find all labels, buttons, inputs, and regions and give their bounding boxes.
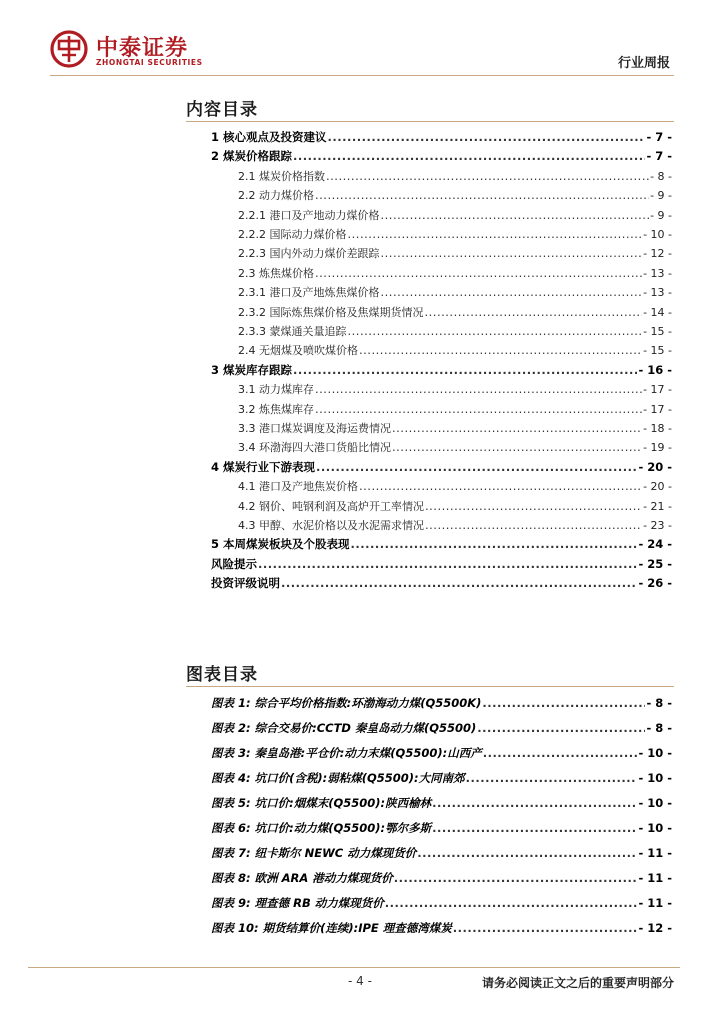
- toc-item-label: 3 煤炭库存跟踪: [211, 362, 293, 377]
- toc-item-label: 4 煤炭行业下游表现: [211, 459, 316, 474]
- toc-item-leader-dots: [316, 460, 637, 474]
- toc-item-page: - 25 -: [638, 556, 672, 571]
- toc-item-label: 5 本周煤炭板块及个股表现: [211, 537, 350, 552]
- toc-item[interactable]: [238, 187, 672, 205]
- toc-item-label: 2.3.1 港口及产地炼焦煤价格: [238, 286, 380, 300]
- figure-item-label: 图表 3: 秦皇岛港:平仓价:动力末煤(Q5500):山西产: [211, 746, 482, 760]
- toc-item-page: - 13 -: [643, 266, 672, 280]
- toc-item-leader-dots: [392, 421, 642, 435]
- toc-item-leader-dots: [359, 343, 642, 357]
- toc-item-leader-dots: [381, 285, 643, 299]
- toc-item[interactable]: [238, 323, 672, 341]
- figure-item-leader-dots: [385, 896, 638, 910]
- figure-item[interactable]: [211, 770, 672, 788]
- toc-item-label: 3.4 环渤海四大港口货船比情况: [238, 441, 391, 455]
- toc-item-page: - 17 -: [643, 383, 672, 397]
- toc-item-page: - 23 -: [643, 519, 672, 532]
- toc-item-label: 2.1 煤炭价格指数: [238, 169, 325, 183]
- toc-item-label: 2.4 无烟煤及喷吹煤价格: [238, 344, 358, 358]
- header-divider: [50, 75, 674, 76]
- figure-item-page: - 11 -: [638, 846, 672, 860]
- toc-item[interactable]: [238, 207, 672, 225]
- toc-item-leader-dots: [348, 227, 643, 241]
- figure-item-leader-dots: [483, 746, 638, 760]
- toc-item-label: 2.2.3 国内外动力煤价差跟踪: [238, 247, 380, 261]
- toc-item-page: - 9 -: [650, 208, 672, 222]
- toc-item-leader-dots: [392, 440, 642, 454]
- toc-item-page: - 17 -: [643, 402, 672, 416]
- toc-item[interactable]: [211, 148, 672, 166]
- toc-item[interactable]: [238, 265, 672, 283]
- toc-item-page: - 12 -: [643, 247, 672, 261]
- toc-item-label: 风险提示: [211, 556, 257, 571]
- figure-item-leader-dots: [432, 796, 637, 810]
- figure-item-label: 图表 4: 坑口价(含税):弱粘煤(Q5500):大同南郊: [211, 771, 465, 785]
- toc-item[interactable]: [211, 129, 672, 147]
- toc-item[interactable]: [238, 245, 672, 263]
- toc-item[interactable]: [238, 304, 672, 322]
- toc-item-page: - 8 -: [650, 169, 672, 183]
- toc-item-label: 4.2 钢价、吨钢利润及高炉开工率情况: [238, 499, 424, 513]
- toc-item-label: 2.2.1 港口及产地动力煤价格: [238, 208, 380, 222]
- toc-item-leader-dots: [425, 518, 642, 532]
- figure-item-page: - 11 -: [638, 871, 672, 885]
- figure-item-label: 图表 9: 理查德 RB 动力煤现货价: [211, 896, 384, 910]
- toc-item-label: 3.1 动力煤库存: [238, 383, 314, 397]
- toc-item[interactable]: [211, 459, 672, 477]
- toc-item-leader-dots: [381, 208, 650, 222]
- figures-title: 图表目录: [186, 665, 258, 685]
- figure-item-leader-dots: [417, 846, 637, 860]
- toc-item[interactable]: [238, 439, 672, 457]
- toc-item-label: 3.3 港口煤炭调度及海运费情况: [238, 422, 391, 435]
- toc-item-leader-dots: [381, 246, 643, 260]
- toc-item-label: 4.1 港口及产地焦炭价格: [238, 480, 358, 494]
- toc-item[interactable]: [238, 517, 672, 535]
- toc-item-page: - 7 -: [646, 149, 672, 164]
- toc-item[interactable]: [238, 401, 672, 419]
- figure-item-leader-dots: [477, 721, 645, 735]
- logo-english-name: ZHONGTAI SECURITIES: [96, 58, 203, 67]
- figure-item-page: - 10 -: [638, 821, 672, 835]
- toc-item[interactable]: [238, 168, 672, 186]
- figure-item[interactable]: [211, 720, 672, 738]
- figure-item[interactable]: [211, 895, 672, 913]
- toc-item-leader-dots: [425, 499, 642, 513]
- toc-item-label: 2.3.3 蒙煤通关量追踪: [238, 325, 347, 338]
- contents-title: 内容目录: [186, 100, 258, 120]
- figure-item[interactable]: [211, 745, 672, 763]
- toc-item-page: - 20 -: [638, 459, 672, 474]
- toc-item[interactable]: [238, 478, 672, 496]
- figure-item-page: - 10 -: [638, 796, 672, 810]
- toc-item-page: - 24 -: [638, 537, 672, 552]
- toc-item-leader-dots: [293, 363, 637, 377]
- figure-item[interactable]: [211, 845, 672, 863]
- toc-item-page: - 9 -: [650, 189, 672, 203]
- toc-item-leader-dots: [348, 324, 643, 338]
- toc-item-page: - 7 -: [646, 130, 672, 144]
- logo-chinese-name: 中泰证券: [96, 36, 189, 61]
- figure-item-page: - 8 -: [646, 696, 672, 710]
- figure-item-label: 图表 5: 坑口价:烟煤末(Q5500):陕西榆林: [211, 796, 432, 810]
- figure-item-leader-dots: [482, 696, 645, 710]
- toc-item-page: - 10 -: [643, 228, 672, 241]
- figure-item-label: 图表 2: 综合交易价:CCTD 秦皇岛动力煤(Q5500): [211, 721, 477, 735]
- toc-item-leader-dots: [315, 188, 649, 202]
- figures-title-rule: [186, 686, 674, 687]
- figure-item-label: 图表 6: 坑口价:动力煤(Q5500):鄂尔多斯: [211, 821, 432, 835]
- zhongtai-logo-icon: [50, 30, 88, 68]
- toc-item-leader-dots: [315, 266, 642, 280]
- toc-item-label: 投资评级说明: [211, 576, 280, 591]
- figure-item-page: - 12 -: [638, 921, 672, 935]
- toc-item-leader-dots: [351, 537, 638, 551]
- figure-item[interactable]: [211, 795, 672, 813]
- toc-item[interactable]: [211, 556, 672, 574]
- toc-item-label: 2.2.2 国际动力煤价格: [238, 228, 347, 241]
- figure-item[interactable]: [211, 920, 672, 938]
- toc-item-leader-dots: [281, 576, 637, 590]
- toc-item-label: 4.3 甲醇、水泥价格以及水泥需求情况: [238, 519, 424, 532]
- toc-item[interactable]: [238, 342, 672, 360]
- toc-item-leader-dots: [315, 402, 642, 416]
- toc-item[interactable]: [238, 226, 672, 244]
- toc-item-page: - 15 -: [643, 344, 672, 358]
- figure-item-leader-dots: [432, 821, 637, 835]
- toc-item-label: 2 煤炭价格跟踪: [211, 149, 293, 164]
- footer-divider: [28, 967, 680, 968]
- toc-item-leader-dots: [293, 149, 645, 163]
- toc-item[interactable]: [211, 362, 672, 380]
- figure-item-label: 图表 1: 综合平均价格指数:环渤海动力煤(Q5500K): [211, 696, 482, 710]
- toc-item[interactable]: [238, 284, 672, 302]
- figure-item-leader-dots: [394, 871, 638, 885]
- figure-item-page: - 10 -: [638, 771, 672, 785]
- figure-item[interactable]: [211, 870, 672, 888]
- toc-item[interactable]: [238, 498, 672, 516]
- figure-item-leader-dots: [466, 771, 638, 785]
- contents-title-rule: [186, 121, 674, 122]
- toc-item-label: 1 核心观点及投资建议: [211, 130, 327, 144]
- toc-item-page: - 26 -: [638, 576, 672, 591]
- toc-item-page: - 18 -: [643, 422, 672, 435]
- toc-item-leader-dots: [328, 130, 646, 144]
- toc-item-page: - 20 -: [643, 480, 672, 494]
- toc-item[interactable]: [211, 536, 672, 554]
- figure-item[interactable]: [211, 695, 672, 713]
- company-logo: [50, 28, 220, 70]
- figure-item-label: 图表 10: 期货结算价(连续):IPE 理查德湾煤炭: [211, 921, 452, 935]
- toc-item[interactable]: [238, 420, 672, 438]
- toc-item-page: - 13 -: [643, 286, 672, 300]
- toc-item-leader-dots: [424, 305, 642, 319]
- toc-item-page: - 19 -: [643, 441, 672, 455]
- toc-item[interactable]: [211, 575, 672, 593]
- toc-item-page: - 14 -: [643, 305, 672, 319]
- figure-item-leader-dots: [453, 921, 638, 935]
- figure-item-page: - 10 -: [638, 746, 672, 760]
- toc-item-leader-dots: [258, 557, 637, 571]
- toc-item-page: - 15 -: [643, 325, 672, 338]
- toc-item-label: 2.2 动力煤价格: [238, 189, 314, 203]
- toc-item-page: - 21 -: [643, 499, 672, 513]
- figure-item[interactable]: [211, 820, 672, 838]
- toc-item[interactable]: [238, 381, 672, 399]
- figure-item-page: - 11 -: [638, 896, 672, 910]
- toc-item-leader-dots: [315, 382, 642, 396]
- figure-item-label: 图表 7: 纽卡斯尔 NEWC 动力煤现货价: [211, 846, 417, 860]
- figure-item-label: 图表 8: 欧洲 ARA 港动力煤现货价: [211, 871, 393, 885]
- toc-item-label: 3.2 炼焦煤库存: [238, 402, 314, 416]
- toc-item-leader-dots: [326, 169, 649, 183]
- figure-item-page: - 8 -: [646, 721, 672, 735]
- page-number: - 4 -: [348, 974, 372, 988]
- toc-item-page: - 16 -: [638, 362, 672, 377]
- toc-item-label: 2.3 炼焦煤价格: [238, 266, 314, 280]
- toc-item-label: 2.3.2 国际炼焦煤价格及焦煤期货情况: [238, 305, 424, 319]
- report-type: 行业周报: [617, 56, 670, 71]
- toc-item-leader-dots: [359, 479, 642, 493]
- footer-disclaimer: 请务必阅读正文之后的重要声明部分: [481, 976, 674, 990]
